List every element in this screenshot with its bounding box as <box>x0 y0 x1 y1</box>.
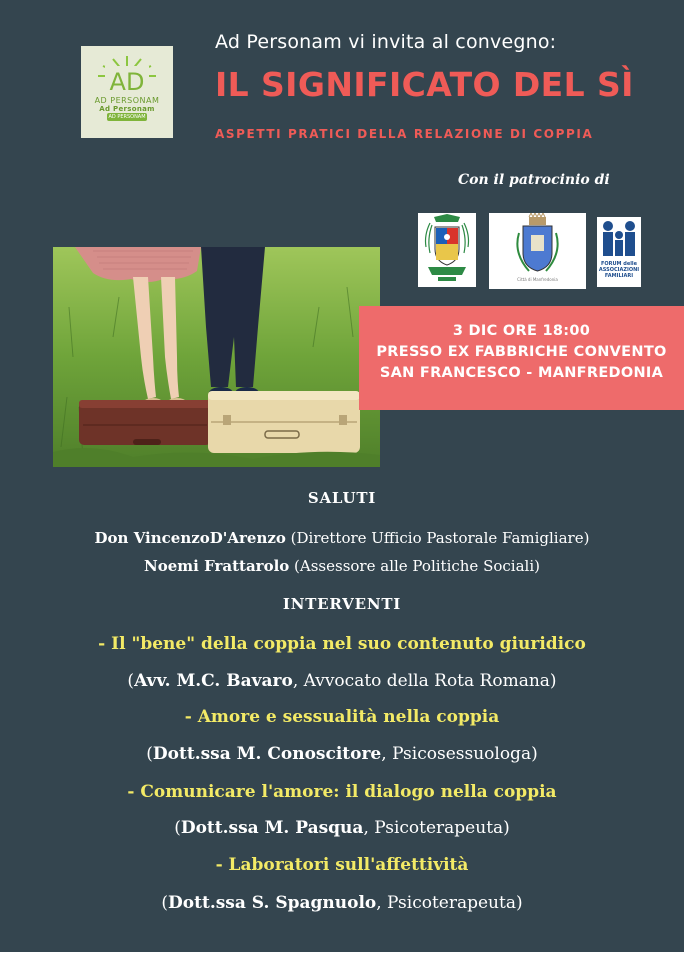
logo-name: AD PERSONAM <box>94 96 160 105</box>
city-coat-of-arms <box>489 213 586 289</box>
talk-speaker-4: (Dott.ssa S. Spagnuolo, Psicoterapeuta) <box>161 893 523 913</box>
talk-title-3: - Comunicare l'amore: il dialogo nella coppia <box>127 782 557 802</box>
speaker-name: Avv. M.C. Bavaro <box>134 671 293 691</box>
invite-text: Ad Personam vi invita al convegno: <box>215 31 557 53</box>
forum-caption: FORUM delle ASSOCIAZIONI FAMILIARI <box>598 261 640 279</box>
logo-ribbon: AD PERSONAM <box>108 114 146 120</box>
speaker-name: Dott.ssa S. Spagnuolo <box>168 893 377 913</box>
speaker-role: , Psicosessuologa) <box>381 744 538 764</box>
saluti-heading: SALUTI <box>307 489 377 507</box>
logo-name-2: Ad Personam <box>99 105 155 113</box>
person-name: Noemi Frattarolo <box>144 557 290 575</box>
interventi-heading: INTERVENTI <box>282 595 402 613</box>
diocese-coat-of-arms <box>418 213 476 287</box>
ad-personam-logo <box>81 46 173 138</box>
talk-title-1: - Il "bene" della coppia nel suo contenuto giuridico <box>98 634 586 654</box>
event-city: SAN FRANCESCO - MANFREDONIA <box>379 365 664 381</box>
sunburst-icon <box>81 46 173 138</box>
page-margin <box>0 952 684 960</box>
speaker-role: , Avvocato della Rota Romana) <box>292 671 557 691</box>
event-place: PRESSO EX FABBRICHE CONVENTO <box>376 344 667 360</box>
forum-associazioni-logo <box>597 217 641 287</box>
person-name: Don VincenzoD'Arenzo <box>94 529 286 547</box>
person-role: (Assessore alle Politiche Sociali) <box>289 557 540 575</box>
patronage-label: Con il patrocinio di <box>458 172 610 188</box>
speaker-role: , Psicoterapeuta) <box>363 818 510 838</box>
suitcases-photo <box>53 247 380 467</box>
speaker-name: Dott.ssa M. Conoscitore <box>152 744 382 764</box>
event-date: 3 DIC ORE 18:00 <box>452 323 591 339</box>
talk-speaker-3: (Dott.ssa M. Pasqua, Psicoterapeuta) <box>174 818 510 838</box>
saluti-person-2 <box>0 557 684 575</box>
saluti-person-1 <box>0 529 684 547</box>
talk-title-4: - Laboratori sull'affettività <box>215 855 469 875</box>
event-details-box <box>359 306 684 410</box>
coat-of-arms-icon <box>418 213 476 287</box>
event-title: IL SIGNIFICATO DEL SÌ <box>215 65 634 104</box>
speaker-name: Dott.ssa M. Pasqua <box>180 818 364 838</box>
event-subtitle: ASPETTI PRATICI DELLA RELAZIONE DI COPPIA <box>215 127 594 141</box>
talk-title-2: - Amore e sessualità nella coppia <box>184 707 500 727</box>
speaker-role: , Psicoterapeuta) <box>376 893 523 913</box>
photo-illustration <box>53 247 380 467</box>
city-caption: Città di Manfredonia <box>517 277 558 282</box>
person-role: (Direttore Ufficio Pastorale Famigliare) <box>285 529 590 547</box>
logo-mark: AD <box>109 68 145 96</box>
talk-speaker-1: (Avv. M.C. Bavaro, Avvocato della Rota Romana) <box>127 671 557 691</box>
talk-speaker-2: (Dott.ssa M. Conoscitore, Psicosessuologa) <box>146 744 538 764</box>
family-icon <box>597 217 641 259</box>
